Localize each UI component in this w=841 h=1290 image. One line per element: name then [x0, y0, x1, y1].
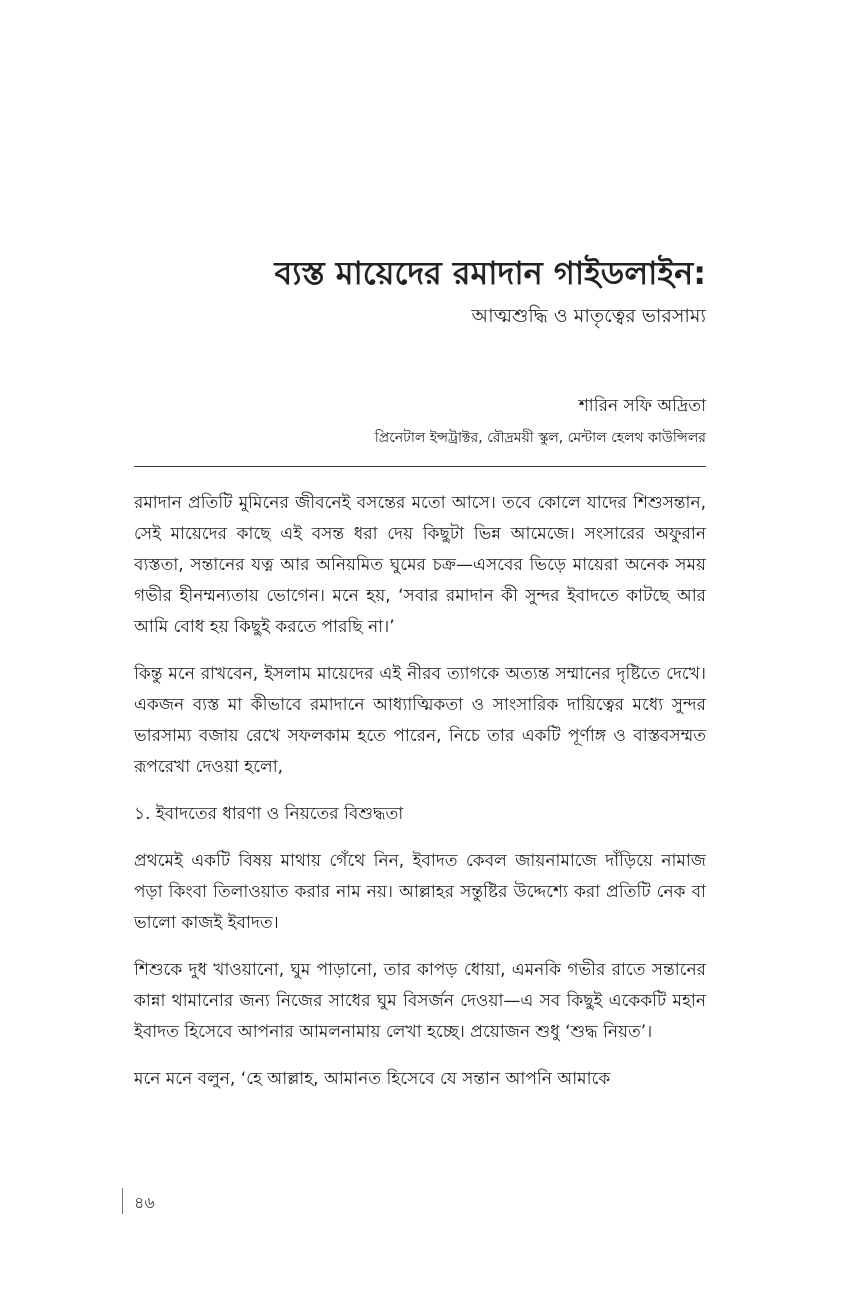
author-affiliation: প্রিনেটাল ইন্সট্রাক্টর, রৌদ্রময়ী স্কুল, মেন্টাল হেলথ কাউন্সিলর — [374, 430, 706, 446]
body-paragraph-balance: কিন্তু মনে রাখবেন, ইসলাম মায়েদের এই নীরব ত্যাগকে অত্যন্ত সম্মানের দৃষ্টিতে দেখে। একজন ব্যস্ত মা কীভাবে রমাদানে আধ্যাত্মিকতা ও সাংসারিক দায়িত্বের মধ্যে সুন্দর ভারসাম্য বজায় রেখে সফলকাম হতে পারেন, নিচে তার একটি পূর্ণাঙ্গ ও বাস্তবসম্মত রূপরেখা দেওয়া হলো, — [134, 664, 706, 777]
header-divider — [134, 466, 706, 467]
body-paragraph-worship: প্রথমেই একটি বিষয় মাথায় গেঁথে নিন, ইবাদত কেবল জায়নামাজে দাঁড়িয়ে নামাজ পড়া কিংবা তিলাওয়াত করার নাম নয়। আল্লাহর সন্তুষ্টির উদ্দেশ্যে করা প্রতিটি নেক বা ভালো কাজই ইবাদত। — [134, 851, 706, 933]
body-paragraph-intro: রমাদান প্রতিটি মুমিনের জীবনেই বসন্তের মতো আসে। তবে কোলে যাদের শিশুসন্তান, সেই মায়েদের কাছে এই বসন্ত ধরা দেয় কিছুটা ভিন্ন আমেজে। সংসারের অফুরান ব্যস্ততা, সন্তানের যত্ন আর অনিয়মিত ঘুমের চক্র—এসবের ভিড়ে মায়েরা অনেক সময় গভীর হীনম্মন্যতায় ভোগেন। মনে হয়, ‘সবার রমাদান কী সুন্দর ইবাদতে কাটছে আর আমি বোধ হয় কিছুই করতে পারছি না।’ — [134, 493, 706, 637]
footer-rule — [122, 1188, 123, 1214]
page-number: ৪৬ — [134, 1193, 155, 1212]
article-body — [134, 488, 706, 1111]
body-paragraph-dua: মনে মনে বলুন, ‘হে আল্লাহ, আমানত হিসেবে যে সন্তান আপনি আমাকে — [134, 1069, 611, 1089]
article-title: ব্যস্ত মায়েদের রমাদান গাইডলাইন: — [274, 254, 706, 292]
section-heading-1: ১. ইবাদতের ধারণা ও নিয়তের বিশুদ্ধতা — [134, 804, 404, 824]
article-subtitle: আত্মশুদ্ধি ও মাতৃত্বের ভারসাম্য — [471, 305, 706, 327]
author-name: শারিন সফি অদ্রিতা — [578, 396, 706, 416]
body-paragraph-childcare: শিশুকে দুধ খাওয়ানো, ঘুম পাড়ানো, তার কাপড় ধোয়া, এমনকি গভীর রাতে সন্তানের কান্না থামানোর জন্য নিজের সাধের ঘুম বিসর্জন দেওয়া—এ সব কিছুই একেকটি মহান ইবাদত হিসেবে আপনার আমলনামায় লেখা হচ্ছে। প্রয়োজন শুধু ‘শুদ্ধ নিয়ত’। — [134, 960, 706, 1042]
